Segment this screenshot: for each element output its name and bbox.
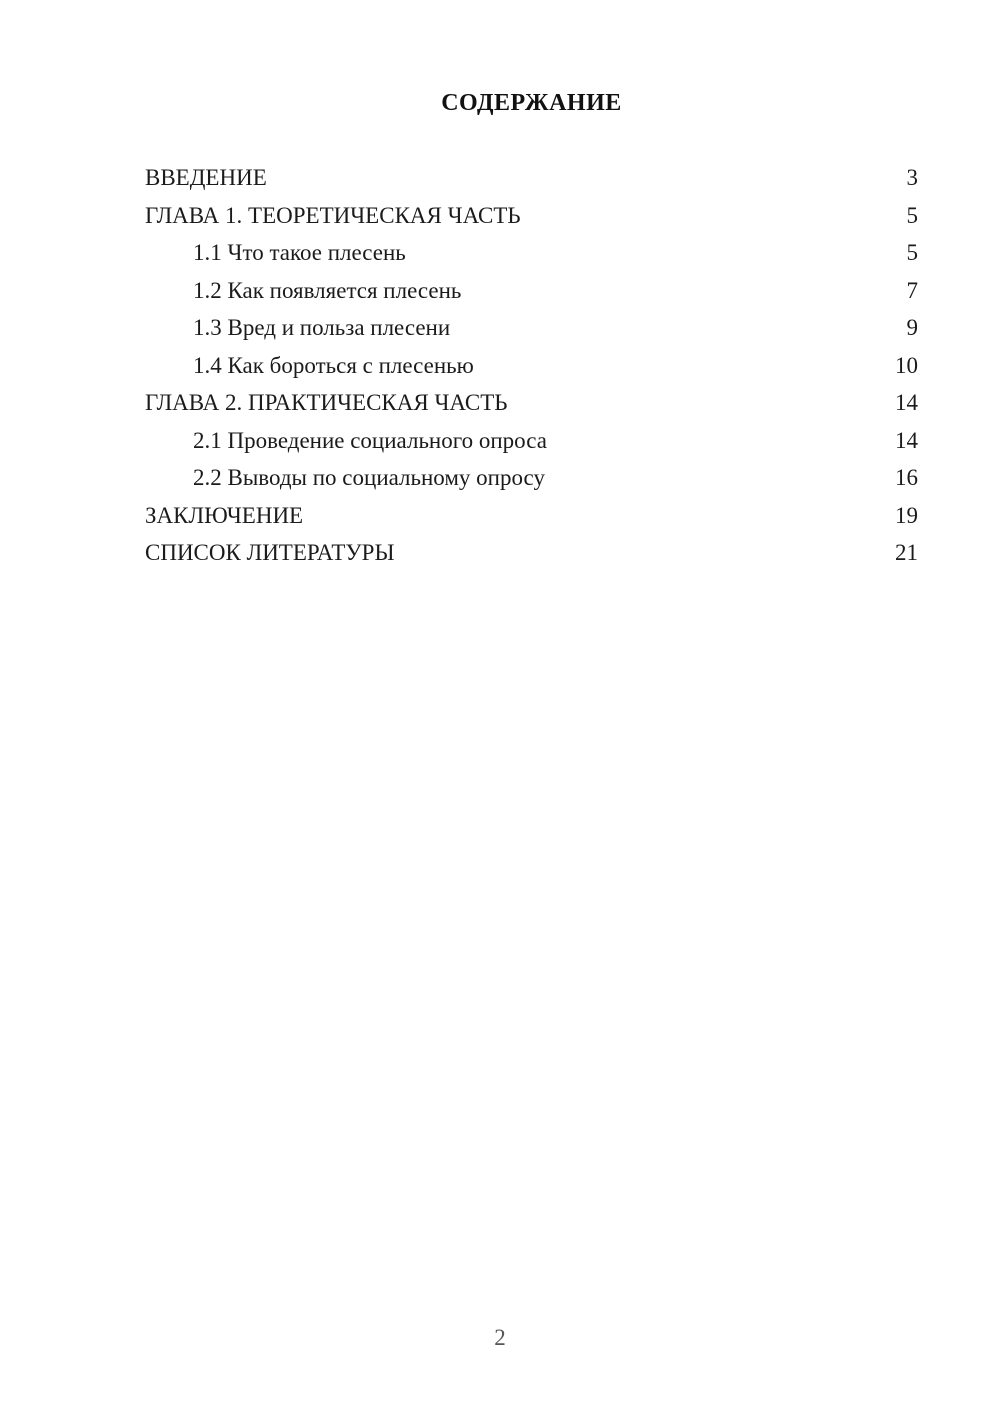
toc-entry-label: ВВЕДЕНИЕ	[145, 165, 267, 190]
toc-row	[145, 422, 918, 460]
toc-entry-page: 14	[895, 427, 918, 453]
toc-entry-page: 7	[906, 277, 918, 303]
toc-entry-page: 14	[895, 390, 918, 415]
toc-entry-label: СПИСОК ЛИТЕРАТУРЫ	[145, 540, 395, 565]
toc-entry-label: ГЛАВА 2. ПРАКТИЧЕСКАЯ ЧАСТЬ	[145, 390, 508, 415]
toc-row	[145, 347, 918, 385]
toc-row	[145, 497, 918, 535]
toc-entry-label: 1.2 Как появляется плесень	[193, 277, 462, 303]
toc-row	[145, 272, 918, 310]
toc-entry-label: 1.4 Как бороться с плесенью	[193, 352, 474, 378]
toc-entry-page: 16	[895, 465, 918, 490]
toc-entry-page: 10	[895, 352, 918, 378]
toc-entry-page: 3	[906, 165, 918, 190]
toc-list	[145, 159, 918, 572]
toc-entry-page: 19	[895, 502, 918, 528]
page-title: СОДЕРЖАНИЕ	[441, 90, 622, 116]
toc-row	[145, 459, 918, 497]
toc-row	[145, 159, 918, 197]
toc-entry-page: 21	[895, 540, 918, 565]
toc-row	[145, 234, 918, 272]
toc-entry-label: 2.2 Выводы по социальному опросу	[193, 465, 545, 490]
toc-entry-page: 5	[906, 240, 918, 265]
toc-entry-page: 5	[906, 202, 918, 228]
toc-row	[145, 197, 918, 235]
page-number: 2	[494, 1325, 506, 1350]
toc-entry-label: 2.1 Проведение социального опроса	[193, 427, 547, 453]
toc-row	[145, 384, 918, 422]
toc-entry-page: 9	[906, 315, 918, 340]
toc-row	[145, 309, 918, 347]
toc-entry-label: ГЛАВА 1. ТЕОРЕТИЧЕСКАЯ ЧАСТЬ	[145, 202, 521, 228]
content-area	[145, 0, 918, 1414]
toc-entry-label: ЗАКЛЮЧЕНИЕ	[145, 502, 304, 528]
toc-row	[145, 534, 918, 572]
toc-entry-label: 1.3 Вред и польза плесени	[193, 315, 451, 340]
toc-entry-label: 1.1 Что такое плесень	[193, 240, 406, 265]
